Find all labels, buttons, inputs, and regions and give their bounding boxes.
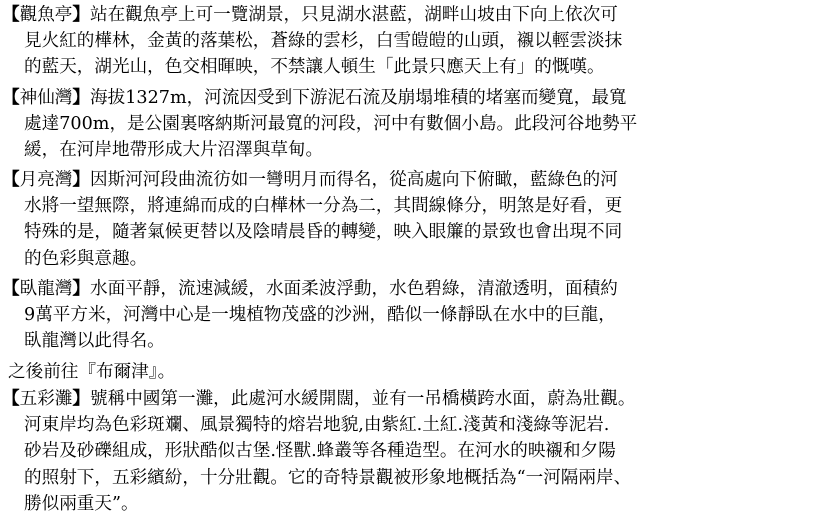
paragraph-line: 特殊的是，隨著氣候更替以及陰晴晨昏的轉變，映入眼簾的景致也會出現不同 (24, 222, 623, 243)
paragraph-text: 站在觀魚亭上可一覽湖景，只見湖水湛藍，湖畔山坡由下向上依次可 (90, 5, 618, 25)
paragraph-line: 水將一望無際，將連綿而成的白樺林一分為二，其間線條分，明煞是好看，更 (24, 196, 623, 217)
paragraph-line: 緩，在河岸地帶形成大片沼澤與草甸。 (24, 140, 324, 161)
title-bracket-open: 【 (2, 87, 20, 108)
paragraph-title: 神仙灣 (19, 88, 73, 108)
paragraph-line: 的色彩與意趣。 (24, 248, 148, 269)
paragraph-line (2, 167, 622, 193)
paragraph-line: 河東岸均為色彩斑斕、風景獨特的熔岩地貌,由紫紅.土紅.淺黃和淺綠等泥岩. (24, 415, 610, 436)
paragraph-text: 號稱中國第一灘，此處河水緩開闊，並有一吊橋橫跨水面，蔚為壯觀。 (90, 389, 636, 409)
paragraph-title: 觀魚亭 (19, 5, 73, 25)
paragraph-line (2, 276, 618, 302)
paragraph-line: 見火紅的樺林，金黃的落葉松，蒼綠的雲杉，白雪皚皚的山頭，襯以輕雲淡抹 (24, 31, 623, 52)
paragraph-title: 月亮灣 (19, 170, 73, 190)
paragraph-line: 砂岩及砂礫組成，形狀酷似古堡.怪獸.蜂叢等各種造型。在河水的映襯和夕陽 (24, 441, 616, 462)
title-bracket-close: 】 (72, 4, 91, 25)
title-bracket-close: 】 (72, 87, 91, 108)
title-bracket-open: 【 (2, 388, 20, 409)
title-bracket-close: 】 (72, 278, 91, 299)
title-bracket-open: 【 (2, 169, 20, 190)
paragraph-line (8, 359, 175, 385)
paragraph-text: 因斯河河段曲流彷如一彎明月而得名，從高處向下俯瞰，藍綠色的河 (90, 170, 618, 190)
paragraph-next-destination (8, 359, 175, 385)
paragraph-line: 的照射下，五彩繽紛，十分壯觀。它的奇特景觀被形象地概括為“一河隔兩岸、 (24, 467, 632, 488)
title-bracket-open: 【 (2, 278, 20, 299)
paragraph-line: 的藍天，湖光山，色交相暉映，不禁讓人頓生「此景只應天上有」的慨嘆。 (24, 57, 605, 78)
title-bracket-open: 【 (2, 4, 20, 25)
paragraph-line (2, 386, 635, 412)
paragraph-shenxian-bay (2, 85, 637, 164)
paragraph-text: 水面平靜，流速減緩，水面柔波浮動，水色碧綠，清澈透明，面積約 (90, 279, 618, 299)
paragraph-line: 處達700m，是公園裏喀納斯河最寬的河段，河中有數個小島。此段河谷地勢平 (24, 114, 638, 135)
destination-prefix: 之後前往『 (8, 362, 96, 382)
paragraph-moon-bay (2, 167, 622, 272)
destination-name: 布爾津 (95, 362, 149, 382)
paragraph-wolong-bay (2, 276, 618, 355)
paragraph-guanyu-pavilion (2, 2, 622, 81)
title-bracket-close: 】 (72, 388, 91, 409)
paragraph-line: 勝似兩重天”。 (24, 493, 139, 514)
paragraph-line: 臥龍灣以此得名。 (24, 331, 165, 352)
paragraph-line (2, 85, 637, 111)
paragraph-line (2, 2, 622, 28)
paragraph-title: 五彩灘 (19, 389, 73, 409)
title-bracket-close: 】 (72, 169, 91, 190)
paragraph-wucai-beach (2, 386, 635, 517)
paragraph-title: 臥龍灣 (19, 279, 73, 299)
paragraph-text: 海拔1327m，河流因受到下游泥石流及崩塌堆積的堵塞而變寬，最寬 (90, 88, 627, 108)
destination-suffix: 』。 (148, 362, 176, 382)
paragraph-line: 9萬平方米，河灣中心是一塊植物茂盛的沙洲，酷似一條靜臥在水中的巨龍， (24, 305, 616, 326)
